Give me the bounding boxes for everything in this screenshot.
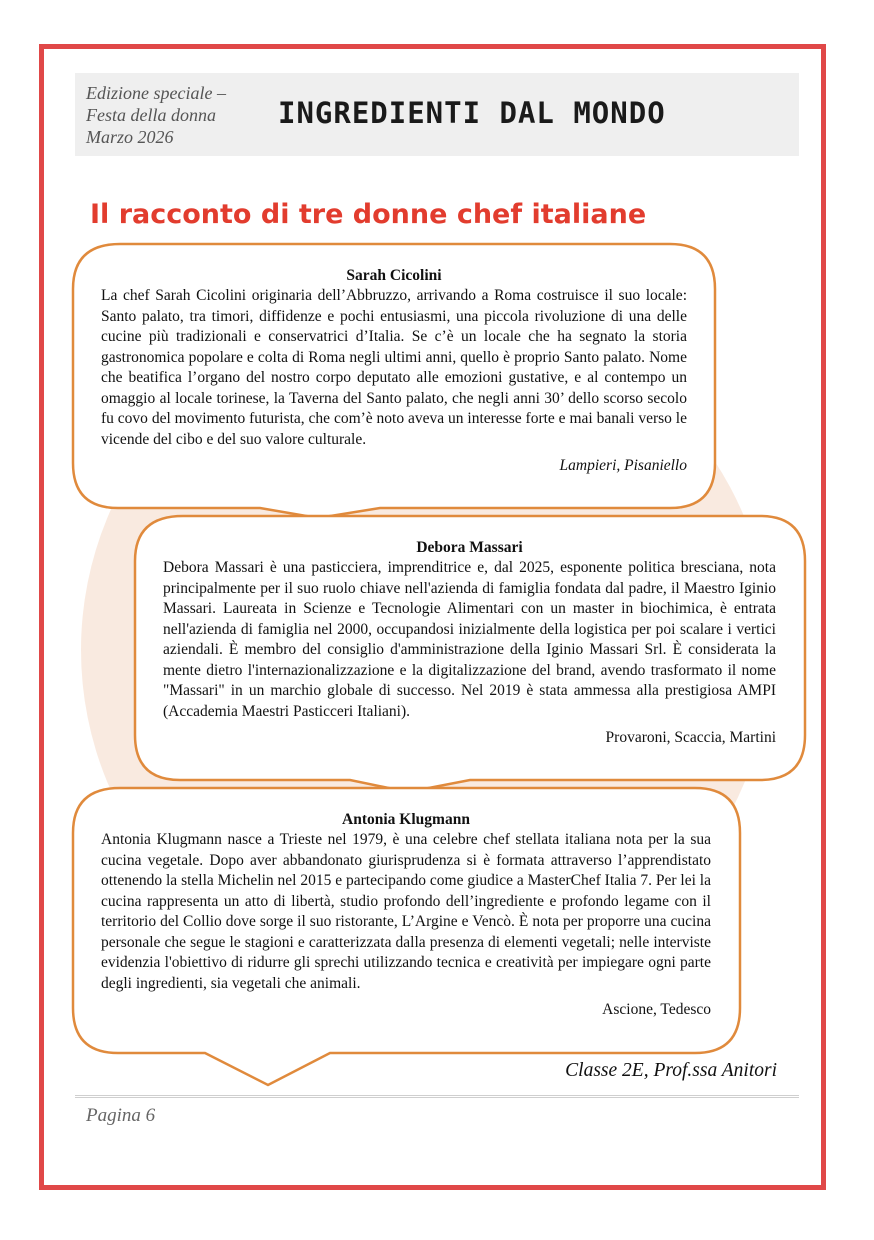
article-text: Debora Massari è una pasticciera, imprenditrice e, dal 2025, esponente politica bresciana, nota principalmente per il suo ruolo chiave nell'azienda di famiglia fondata dal padre, il Maestro Iginio Massari. Laureata in Scienze e Tecnologie Alimentari con un master in biochimica, è entrata nell'azienda di famiglia nel 2000, occupandosi inizialmente della logistica per poi scalare i vertici aziendali. È membro del consiglio d'amministrazione della Iginio Massari Srl. È considerata la mente dietro l'internazionalizzazione e la digitalizzazione del brand, avendo trasformato il nome "Massari" in un marchio globale di successo. Nel 2019 è stata ammessa alla prestigiosa AMPI (Accademia Maestri Pasticceri Italiani).: [163, 559, 776, 720]
article-text: La chef Sarah Cicolini originaria dell’Abbruzzo, arrivando a Roma costruisce il suo locale: Santo palato, tra timori, diffidenze e pochi entusiasmi, una piccola rivoluzione di una delle cucine più tradizionali e conservatrici d’Italia. Se c’è un locale che ha segnato la storia gastronomica popolare e colta di Roma negli ultimi anni, quello è proprio Santo palato. Nome che beatifica l’organo del nostro corpo deputato alle emozioni gustative, e al contempo un omaggio al locale torinese, la Taverna del Santo palato, che negli anni 30’ dello scorso secolo fu covo del movimento futurista, che com’è noto aveva un interesse forte e mai banali verso le vicende del cibo e del suo valore culturale.: [101, 287, 687, 448]
page-number: Pagina 6: [86, 1105, 156, 1126]
article-authors: Ascione, Tedesco: [602, 1001, 711, 1018]
class-signature: Classe 2E, Prof.ssa Anitori: [565, 1060, 777, 1081]
article-text: Antonia Klugmann nasce a Trieste nel 1979, è una celebre chef stellata italiana nota per la sua cucina vegetale. Dopo aver abbandonato giurisprudenza si è formata attraverso l’apprendistato ottenendo la stella Michelin nel 2015 e partecipando come giudice a MasterChef Italia 7. Per lei la cucina rappresenta un atto di libertà, studio profondo dell’ingrediente e profondo legame con il territorio del Collio dove sorge il suo ristorante, L’Argine e Vencò. È nota per proporre una cucina personale che segue le stagioni e caratterizzata dalla presenza di elementi vegetali; nelle interviste evidenzia l'obiettivo di ridurre gli sprechi utilizzando tecnica e creatività per impiegare ogni parte degli ingredienti, sia vegetali che animali.: [101, 831, 711, 992]
article-authors: Lampieri, Pisaniello: [559, 457, 687, 474]
article-card: [101, 266, 687, 476]
edition-line: Marzo 2026: [86, 127, 174, 147]
edition-line: Festa della donna: [86, 105, 216, 125]
page-headline: Il racconto di tre donne chef italiane: [90, 199, 647, 230]
chef-name: Antonia Klugmann: [342, 811, 470, 828]
chef-name: Sarah Cicolini: [346, 267, 442, 284]
article-authors: Provaroni, Scaccia, Martini: [605, 729, 776, 746]
chef-name: Debora Massari: [416, 539, 523, 556]
article-card: [101, 810, 711, 1020]
edition-line: Edizione speciale –: [86, 83, 226, 103]
masthead-title: INGREDIENTI DAL MONDO: [278, 96, 666, 130]
article-card: [163, 538, 776, 748]
footer-divider: [75, 1095, 799, 1098]
